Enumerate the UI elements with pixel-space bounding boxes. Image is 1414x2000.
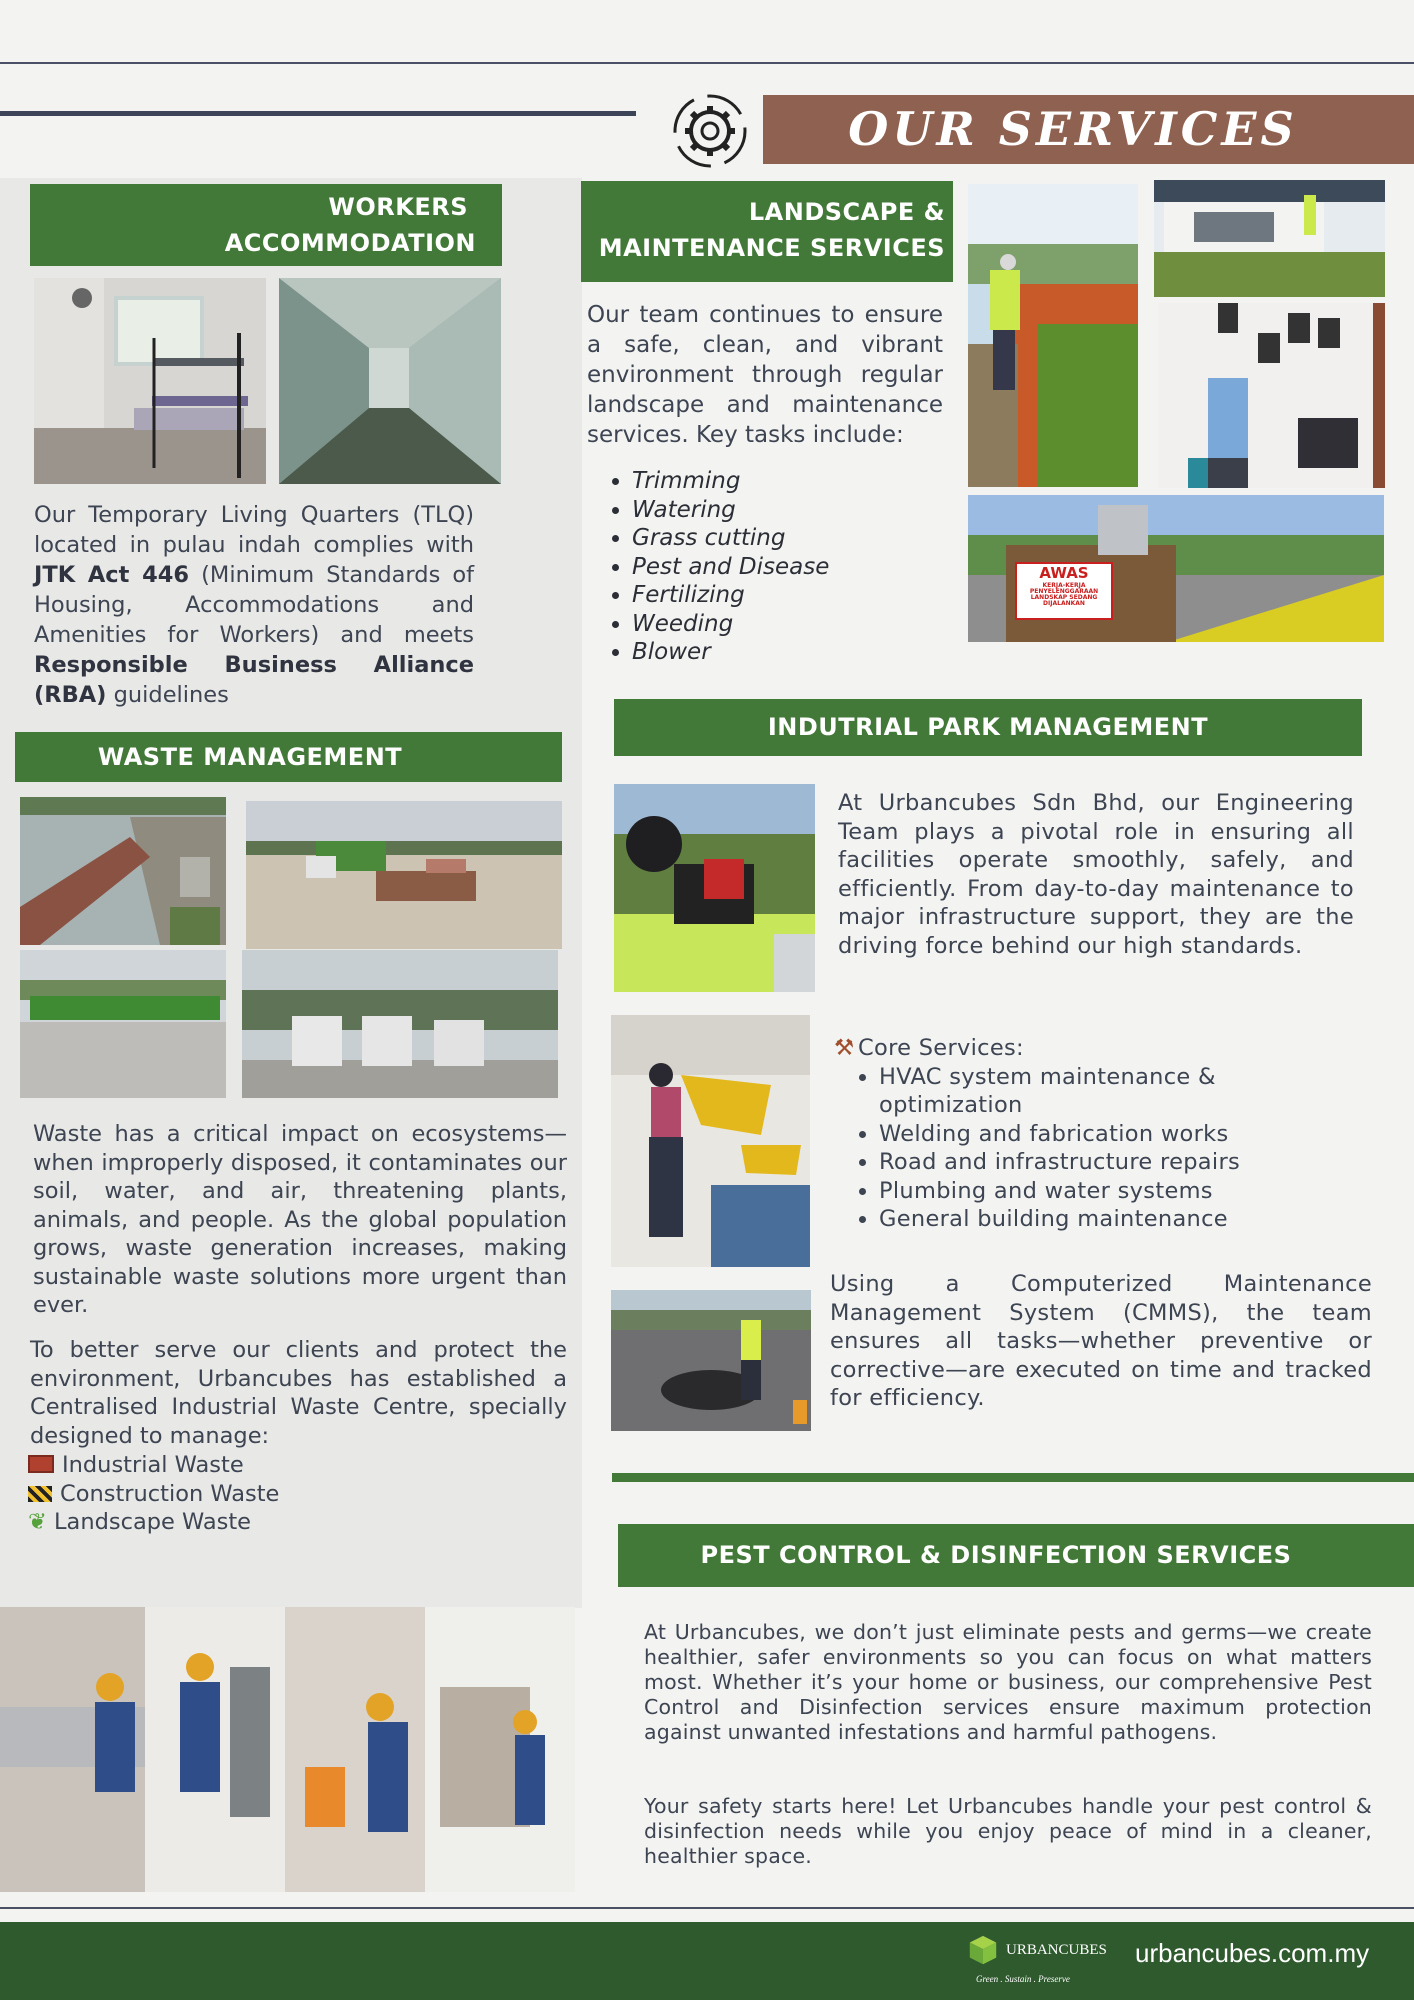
workers-title-line1: WORKERS: [328, 193, 468, 221]
cube-logo-icon: [966, 1934, 1000, 1968]
dorm-room-photo: [34, 278, 266, 484]
landscape-task: • Weeding: [632, 610, 829, 639]
waste-list-label: Industrial Waste: [62, 1452, 244, 1478]
core-service-item: • Welding and fabrication works: [879, 1120, 1354, 1149]
hvac-ceiling-photo: [611, 1015, 810, 1267]
pest-para2: Your safety starts here! Let Urbancubes handle your pest control & disinfection needs while you enjoy peace of mind in a cleaner, healthier space.: [644, 1794, 1372, 1868]
jtk-act: JTK Act 446: [34, 562, 190, 588]
industrial-title-band: [614, 699, 1362, 756]
awas-sign-line5: DIJALANKAN: [1043, 600, 1085, 607]
core-services-title: Core Services:: [858, 1035, 1024, 1061]
landscape-task-list: [602, 467, 829, 667]
building-lawn-photo: [1154, 180, 1385, 297]
core-service-item: • General building maintenance: [879, 1205, 1354, 1234]
road-repair-photo: [611, 1290, 811, 1431]
footer-brand: URBANCUBES: [1006, 1942, 1107, 1958]
landscape-title-line2: MAINTENANCE SERVICES: [598, 234, 945, 262]
hallway-photo: [279, 278, 501, 484]
rba-name: Responsible Business Alliance (RBA): [34, 652, 474, 708]
engineer-tools-photo: [614, 784, 815, 992]
landscape-task: • Pest and Disease: [632, 553, 829, 582]
awas-sign-line3: PENYELENGGARAAN: [1029, 588, 1099, 595]
waste-title: WASTE MANAGEMENT: [97, 743, 403, 771]
core-service-item: • HVAC system maintenance & optimization: [879, 1063, 1354, 1120]
workers-body-end: guidelines: [113, 682, 229, 708]
workers-body-intro: Our Temporary Living Quarters (TLQ) located in pulau indah complies with: [34, 502, 474, 558]
pest-para1: At Urbancubes, we don’t just eliminate pests and germs—we create healthier, safer environments so you can focus on what matters most. Whether it’s your home or business, our comprehensive Pest Control and Disinfection services ensure maximum protection against unwanted infestations and harmful pathogens.: [644, 1620, 1372, 1744]
waste-river-photo: [20, 797, 226, 945]
pest-control-photos: [0, 1607, 575, 1892]
section-divider: [612, 1473, 1414, 1482]
core-services-heading: [834, 1034, 1354, 1063]
awas-sign-line2: KERJA-KERJA: [1042, 582, 1086, 589]
waste-list: [28, 1451, 279, 1537]
pest-title-band: [618, 1524, 1414, 1587]
footer-rule: [0, 1907, 1414, 1909]
waste-list-label: Landscape Waste: [54, 1509, 252, 1535]
leaf-icon: ❦: [28, 1509, 47, 1535]
waste-bins-photo: [20, 950, 226, 1098]
core-services-list: [834, 1063, 1354, 1234]
awas-sign-line1: AWAS: [1039, 564, 1089, 582]
landscape-body: Our team continues to ensure a safe, clean, and vibrant environment through regular landscape and maintenance services. Key tasks include:: [587, 302, 943, 448]
top-rule: [0, 62, 1414, 64]
awas-sign: [1016, 563, 1112, 619]
industrial-para2: Using a Computerized Maintenance Management System (CMMS), the team ensures all tasks—whether preventive or corrective—are executed on time and tracked for efficiency.: [830, 1271, 1372, 1411]
waste-trucks-photo: [242, 950, 558, 1098]
landscape-title-line1: LANDSCAPE &: [748, 198, 945, 226]
waste-list-item: [28, 1480, 279, 1509]
core-service-item: • Plumbing and water systems: [879, 1177, 1354, 1206]
industrial-title: INDUTRIAL PARK MANAGEMENT: [767, 713, 1209, 741]
waste-list-item: [28, 1451, 279, 1480]
barrier-icon: [28, 1486, 52, 1502]
indoor-spraying-photo: [1158, 303, 1385, 488]
landscape-task: • Watering: [632, 496, 829, 525]
header-rule: [0, 111, 636, 116]
industrial-para1: At Urbancubes Sdn Bhd, our Engineering Team plays a pivotal role in ensuring all facilities operate smoothly, safely, and efficiently. From day-to-day maintenance to major infrastructure support, they are the driving force behind our high standards.: [838, 790, 1354, 959]
awas-sign-line4: LANDSKAP SEDANG: [1030, 594, 1098, 601]
landscape-task: • Blower: [632, 638, 829, 667]
waste-site-truck-photo: [246, 801, 562, 949]
core-services: [834, 1034, 1354, 1234]
waste-para2: To better serve our clients and protect the environment, Urbancubes has established a Centralised Industrial Waste Centre, specially designed to manage:: [30, 1337, 567, 1449]
landscape-task: • Trimming: [632, 467, 829, 496]
landscape-task: • Grass cutting: [632, 524, 829, 553]
tools-icon: ⚒: [834, 1035, 855, 1061]
brick-icon: [28, 1455, 54, 1473]
footer-tagline: Green . Sustain . Preserve: [976, 1974, 1070, 1984]
waste-list-label: Construction Waste: [60, 1480, 280, 1507]
footer-website[interactable]: urbancubes.com.my: [1135, 1938, 1370, 1968]
waste-title-band: [15, 732, 562, 782]
workers-body-mid: (Minimum Standards of Housing, Accommodations and Amenities for Workers) and meets: [34, 562, 475, 648]
workers-body: [34, 500, 474, 710]
waste-para1: Waste has a critical impact on ecosystems—when improperly disposed, it contaminates our soil, water, and air, threatening plants, animals, and people. As the global population grows, waste generation increases, making sustainable waste solutions more urgent than ever.: [33, 1121, 567, 1318]
workers-title-band: [30, 184, 502, 266]
workers-title-line2: ACCOMMODATION: [224, 229, 476, 257]
gear-icon: [672, 93, 748, 169]
trimming-worker-photo: [968, 184, 1138, 487]
landscape-task: • Fertilizing: [632, 581, 829, 610]
landscape-title-band: [581, 181, 953, 282]
waste-list-item: [28, 1508, 279, 1537]
services-title: OUR SERVICES: [848, 102, 1298, 156]
pest-title: PEST CONTROL & DISINFECTION SERVICES: [700, 1541, 1292, 1569]
footer-logo: [966, 1930, 1126, 1992]
core-service-item: • Road and infrastructure repairs: [879, 1148, 1354, 1177]
